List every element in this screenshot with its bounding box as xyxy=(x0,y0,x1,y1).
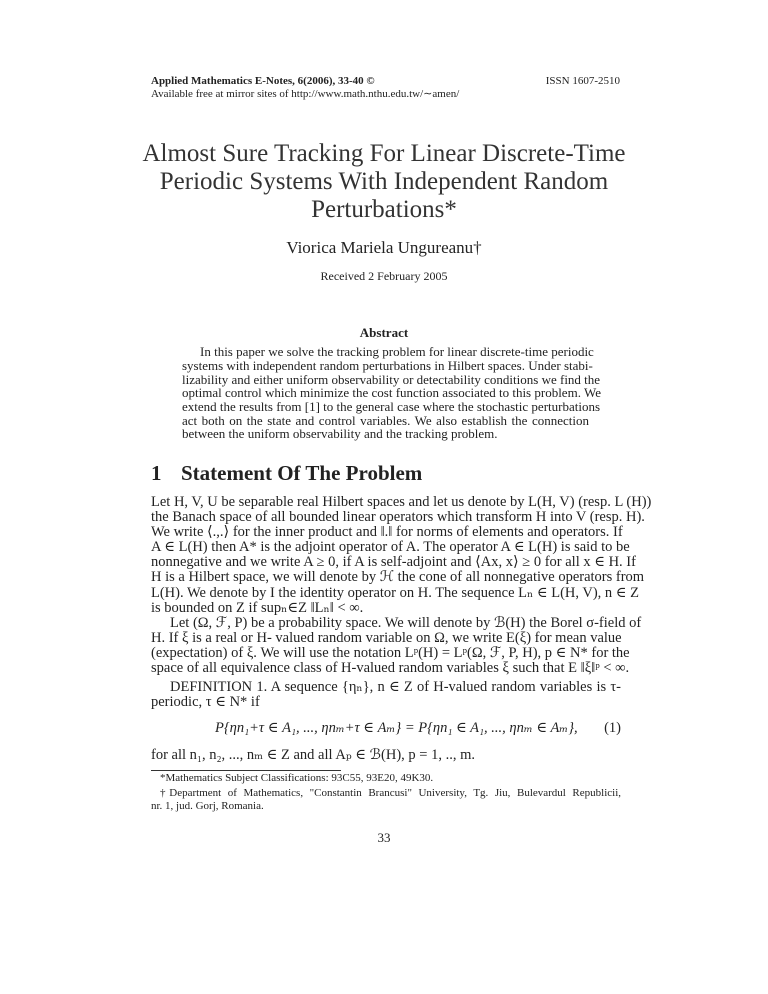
body-line: nonnegative and we write A ≥ 0, if A is self-adjoint and ⟨Ax, x⟩ ≥ 0 for all x ∈ H. If xyxy=(151,554,636,570)
abstract-line: lizability and either uniform observability or detectability conditions we find the xyxy=(182,372,601,387)
abstract-line: optimal control which minimize the cost function associated to this problem. We xyxy=(182,385,601,400)
body-line: is bounded on Z if supₙ∈Z ‖Lₙ‖ < ∞. xyxy=(151,600,364,616)
body-line: Let H, V, U be separable real Hilbert spaces and let us denote by L(H, V) (resp. L (H)) xyxy=(151,494,652,510)
mirror-link[interactable]: Available free at mirror sites of http://www.math.nthu.edu.tw/∼amen/ xyxy=(151,88,460,100)
title-line-1: Almost Sure Tracking For Linear Discrete-Time xyxy=(142,140,626,167)
abstract-line: act both on the state and control variables. We also establish the connection xyxy=(182,413,589,428)
body-line: space of all equivalence class of H-valued random variables ξ such that E ‖ξ‖ᵖ < ∞. xyxy=(151,660,630,676)
body-line: Let (Ω, ℱ, P) be a probability space. We will denote by ℬ(H) the Borel σ-field of xyxy=(170,615,642,631)
footnote-1: *Mathematics Subject Classifications: 93C55, 93E20, 49K30. xyxy=(160,772,434,784)
equation: P{ηn₁+τ ∈ A₁, ..., ηnₘ+τ ∈ Aₘ} = P{ηn₁ ∈ A₁, ..., ηnₘ ∈ Aₘ}, xyxy=(215,720,578,736)
section-number: 1 xyxy=(151,461,162,485)
title-line-3: Perturbations* xyxy=(311,196,457,223)
body-line: We write ⟨.,.⟩ for the inner product and ‖.‖ for norms of elements and operators. If xyxy=(151,524,623,540)
body-line: (expectation) of ξ. We will use the notation Lᵖ(H) = Lᵖ(Ω, ℱ, P, H), p ∈ N* for the xyxy=(151,645,630,661)
footnote-2: †Department of Mathematics, "Constantin Brancusi" University, Tg. Jiu, Bulevardul Republicii, xyxy=(160,787,621,799)
received-date: Received 2 February 2005 xyxy=(320,269,448,283)
definition-line: DEFINITION 1. A sequence {ηₙ}, n ∈ Z of H-valued random variables is τ- xyxy=(170,679,621,695)
abstract-line: between the uniform observability and the tracking problem. xyxy=(182,426,498,441)
title-line-2: Periodic Systems With Independent Random xyxy=(159,168,609,195)
body-line: H is a Hilbert space, we will denote by ℋ the cone of all nonnegative operators from xyxy=(151,569,645,585)
page-number: 33 xyxy=(377,830,391,845)
body-line: A ∈ L(H) then A* is the adjoint operator of A. The operator A ∈ L(H) is said to be xyxy=(151,539,630,555)
section-heading xyxy=(151,461,422,486)
body-line: the Banach space of all bounded linear operators which transform H into V (resp. H). xyxy=(151,509,645,525)
journal-header: Applied Mathematics E-Notes, 6(2006), 33-40 © xyxy=(151,75,375,87)
body-line: L(H). We denote by I the identity operator on H. The sequence Lₙ ∈ L(H, V), n ∈ Z xyxy=(151,585,640,601)
body-line: for all n₁, n₂, ..., nₘ ∈ Z and all Aₚ ∈ ℬ(H), p = 1, .., m. xyxy=(151,747,475,763)
abstract-heading: Abstract xyxy=(359,325,409,340)
issn: ISSN 1607-2510 xyxy=(545,75,620,87)
abstract-line: In this paper we solve the tracking problem for linear discrete-time periodic xyxy=(200,344,594,359)
footnote-2-cont: nr. 1, jud. Gorj, Romania. xyxy=(151,800,264,812)
author: Viorica Mariela Ungureanu† xyxy=(286,238,482,257)
section-title: Statement Of The Problem xyxy=(181,461,423,485)
equation-number: (1) xyxy=(604,720,621,736)
body-line: H. If ξ is a real or H- valued random variable on Ω, we write E(ξ) for mean value xyxy=(151,630,622,646)
abstract-line: systems with independent random perturbations in Hilbert spaces. Under stabi- xyxy=(182,358,593,373)
footnote-rule xyxy=(151,770,341,771)
definition-line: periodic, τ ∈ N* if xyxy=(151,694,260,710)
abstract-line: extend the results from [1] to the general case where the stochastic perturbations xyxy=(182,399,601,414)
